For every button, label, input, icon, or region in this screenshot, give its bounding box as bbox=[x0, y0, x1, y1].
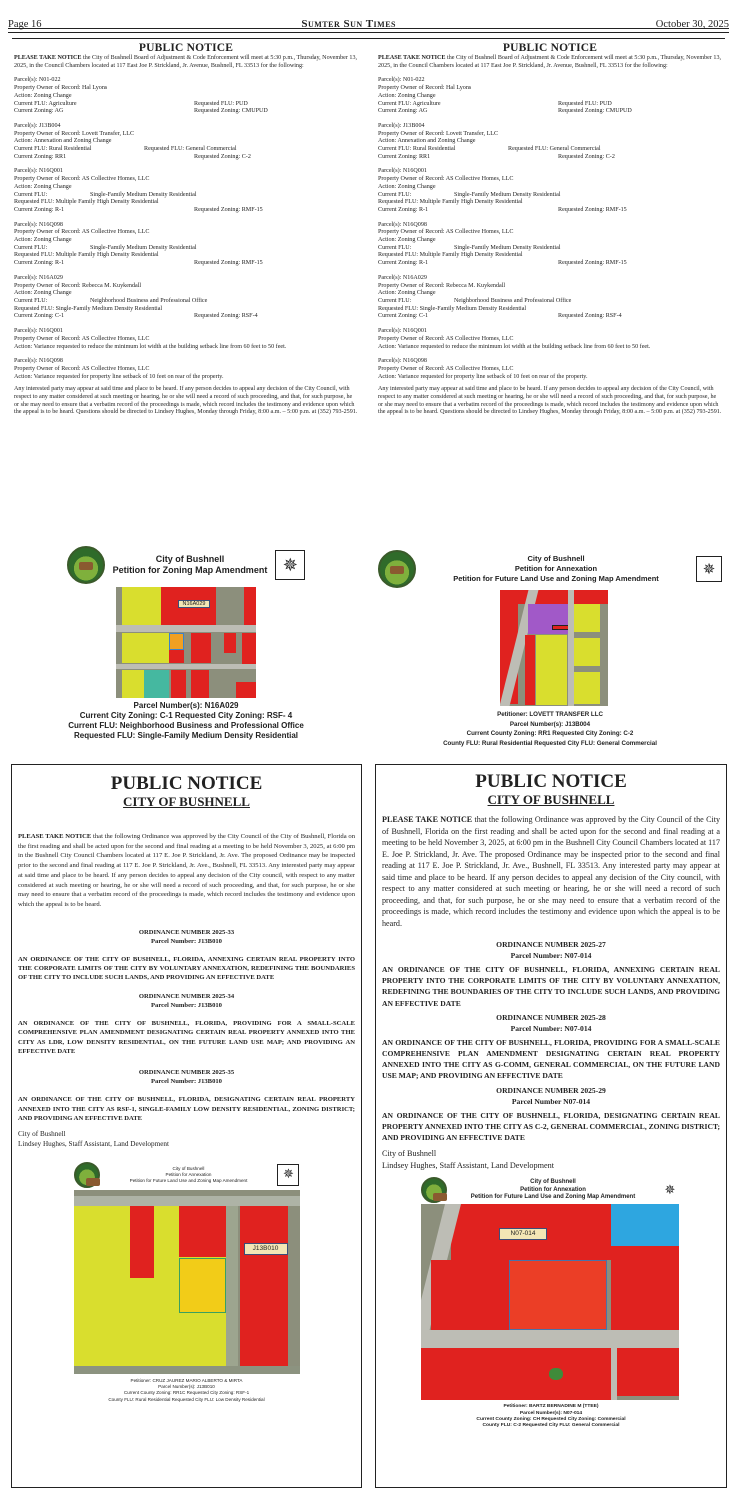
signoff-name: Lindsey Hughes, Staff Assistant, Land Development bbox=[382, 1160, 554, 1170]
notice-intro bbox=[14, 55, 358, 70]
parcel-action: Action: Zoning Change bbox=[14, 92, 72, 99]
ordinance-text: AN ORDINANCE OF THE CITY OF BUSHNELL, FLORIDA, PROVIDING FOR A SMALL-SCALE COMPREHENSIVE PLAN AMENDMENT DESIGNATING CERTAIN REAL PROPERTY ANNEXED INTO THE CITY AS LDR, LOW DENSITY RESIDENTIAL, ON THE FUTURE LAND USE MAP; AND PROVIDING AN EFFECTIVE DATE bbox=[18, 1019, 355, 1056]
ordinance-notice-content bbox=[376, 765, 726, 1429]
ordinance-header bbox=[382, 1012, 720, 1034]
parcel-action: Action: Variance requested for property line setback of 10 feet on rear of the property. bbox=[378, 373, 588, 380]
parcel-entry bbox=[14, 77, 358, 116]
current-flu-label: Current FLU: bbox=[14, 297, 48, 304]
map-title-line: Petition for Future Land Use and Zoning Map Amendment bbox=[470, 1193, 636, 1200]
caption-line: Current County Zoning: RR1 Requested City Zoning: C-2 bbox=[466, 730, 634, 737]
intro-text: that the following Ordinance was approved by the City Council of the City of Bushnell, Florida on the first reading and shall be acted upon for the second and final reading at a meeting to be held November 3, 2025, at 6:00 pm in the Bushnell City Council Chambers located at 117 E. Joe P. Strickland, Jr. Ave. The proposed Ordinance may be inspected prior to the second and final reading at 117 E. Joe P. Strickland, Jr. Ave., Bushnell, FL 33513. Any interested party may appear at said time and place to be heard. If any person decides to appeal any decision of the City council, with respect to any matter considered at such meeting or hearing, he or she will need a record of such proceeding, and that, for such purpose, he or she may need to ensure that a verbatim record of the proceedings is made, which record includes the testimony and evidence upon which the appeal is to be heard. bbox=[18, 833, 355, 908]
current-flu-value: Single-Family Medium Density Residential bbox=[454, 244, 561, 251]
caption-line: Current County Zoning: CH Requested City Zoning: Commercial bbox=[476, 1416, 626, 1422]
parcel-entry bbox=[14, 328, 358, 351]
current-zoning: Current Zoning: R-1 bbox=[14, 260, 65, 267]
intro-text: the City of Bushnell Board of Adjustment & Code Enforcement will meet at 5:30 p.m., Thursday, November 13, 2025, in the Council Chambers located at 117 East Joe P. Strickland, Jr. Avenue, Bushnell, FL 33513 for the following: bbox=[378, 55, 722, 69]
parcel-id: Parcel(s): N16Q001 bbox=[378, 328, 427, 335]
parcel-id: Parcel(s): N16A029 bbox=[378, 274, 427, 281]
requested-flu: Requested FLU: Multiple Family High Density Residential bbox=[14, 252, 159, 259]
city-seal-icon bbox=[421, 1177, 447, 1203]
map-title-line: City of Bushnell bbox=[155, 554, 225, 564]
parcel-action: Action: Zoning Change bbox=[378, 183, 436, 190]
current-flu-value: Neighborhood Business and Professional Office bbox=[90, 297, 208, 304]
caption-line: Petitioner: LOVETT TRANSFER LLC bbox=[497, 711, 603, 718]
map-caption bbox=[378, 710, 722, 748]
parcel-action: Action: Zoning Change bbox=[378, 237, 436, 244]
parcel-owner: Property Owner of Record: AS Collective Homes, LLC bbox=[14, 365, 150, 372]
masthead-rule bbox=[8, 32, 729, 33]
parcel-entry bbox=[14, 123, 358, 162]
ordinance-text: AN ORDINANCE OF THE CITY OF BUSHNELL, FLORIDA, PROVIDING FOR A SMALL-SCALE COMPREHENSIVE PLAN AMENDMENT DESIGNATING CERTAIN REAL PROPERTY ANNEXED INTO THE CITY AS G-COMM, GENERAL COMMERCIAL, ON THE FUTURE LAND USE MAP; AND PROVIDING AN EFFECTIVE DATE bbox=[382, 1037, 720, 1081]
map-title-line: City of Bushnell bbox=[527, 554, 585, 563]
ordinance-parcel: Parcel Number: N07-014 bbox=[510, 951, 592, 960]
parcel-action: Action: Zoning Change bbox=[14, 237, 72, 244]
parcel-id: Parcel(s): J13B004 bbox=[14, 122, 61, 129]
parcel-id: Parcel(s): N16Q001 bbox=[14, 168, 63, 175]
requested-zoning: Requested Zoning: CMUPUD bbox=[194, 108, 268, 115]
intro-bold: PLEASE TAKE NOTICE bbox=[18, 833, 92, 840]
annexation-map-figure-n07-014 bbox=[421, 1177, 681, 1429]
parcel-entry bbox=[378, 328, 722, 351]
requested-zoning: Requested Zoning: RMF-15 bbox=[194, 260, 263, 267]
parcel-entry bbox=[378, 358, 722, 381]
caption-line: Petitioner: CRUZ JAUREZ MARIO ALBERTO & MIRTA bbox=[130, 1377, 243, 1383]
caption-line: County FLU: Rural Residential Requested City FLU: General Commercial bbox=[443, 739, 657, 747]
current-zoning: Current Zoning: C-1 bbox=[14, 313, 65, 320]
map-title bbox=[113, 554, 268, 576]
zoning-map-figure-n16a029 bbox=[14, 546, 358, 741]
ordinance-notice-left bbox=[11, 764, 362, 1488]
current-flu: Current FLU: Agriculture bbox=[14, 100, 77, 107]
ordinance-notice-right bbox=[375, 764, 727, 1488]
intro-bold: PLEASE TAKE NOTICE bbox=[382, 815, 473, 824]
signoff-org: City of Bushnell bbox=[18, 1129, 66, 1138]
parcel-id: Parcel(s): N16Q098 bbox=[378, 221, 427, 228]
requested-flu: Requested FLU: General Commercial bbox=[144, 146, 237, 153]
map-title bbox=[471, 1179, 635, 1201]
parcel-entry bbox=[14, 358, 358, 381]
parcel-entry bbox=[14, 222, 358, 268]
notice-title: PUBLIC NOTICE bbox=[138, 42, 234, 54]
caption-line: County FLU: Rural Residential Requested City FLU: Low Density Residential bbox=[108, 1396, 265, 1402]
city-seal-icon bbox=[378, 550, 416, 588]
current-zoning: Current Zoning: C-1 bbox=[378, 313, 429, 320]
ordinance-number: ORDINANCE NUMBER 2025-29 bbox=[496, 1085, 606, 1095]
city-seal-icon bbox=[74, 1162, 100, 1188]
current-flu: Current FLU: Rural Residential bbox=[378, 146, 456, 153]
ordinance-number: ORDINANCE NUMBER 2025-33 bbox=[138, 928, 235, 936]
current-flu-value: Neighborhood Business and Professional Office bbox=[454, 297, 572, 304]
ordinance-text: AN ORDINANCE OF THE CITY OF BUSHNELL, FLORIDA, ANNEXING CERTAIN REAL PROPERTY INTO THE CORPORATE LIMITS OF THE CITY BY VOLUNTARY ANNEXATION, REDEFINING THE BOUNDARIES OF THE CITY TO INCLUDE SUCH LANDS, AND PROVIDING AN EFFECTIVE DATE bbox=[382, 965, 720, 1008]
map-title-line: Petition for Zoning Map Amendment bbox=[112, 565, 268, 575]
parcel-action: Action: Variance requested for property line setback of 10 feet on rear of the property. bbox=[14, 373, 224, 380]
parcel-id: Parcel(s): N01-022 bbox=[14, 77, 61, 84]
map-caption bbox=[74, 1378, 300, 1403]
notice-subtitle: CITY OF BUSHNELL bbox=[123, 794, 250, 809]
ordinance-number: ORDINANCE NUMBER 2025-27 bbox=[496, 940, 606, 949]
ordinance-number: ORDINANCE NUMBER 2025-34 bbox=[138, 992, 235, 1000]
ordinance-parcel: Parcel Number: J13B010 bbox=[151, 937, 222, 945]
parcel-action: Action: Annexation and Zoning Change bbox=[14, 138, 112, 145]
caption-line: Parcel Number(s): J13B004 bbox=[509, 720, 591, 728]
map-header bbox=[421, 1177, 681, 1203]
caption-line: Parcel Number(s): N07-014 bbox=[519, 1410, 583, 1416]
signoff bbox=[18, 1129, 355, 1150]
parcel-entry bbox=[378, 123, 722, 162]
zoning-map-image bbox=[74, 1190, 300, 1374]
compass-rose-icon: ✵ bbox=[277, 1164, 299, 1186]
zoning-map-image bbox=[500, 590, 608, 706]
signoff bbox=[382, 1148, 720, 1171]
parcel-owner: Property Owner of Record: Lovett Transfer, LLC bbox=[378, 130, 499, 137]
page-number: Page 16 bbox=[8, 19, 42, 30]
parcel-entry bbox=[378, 222, 722, 268]
ordinance-header bbox=[18, 992, 355, 1010]
parcel-owner: Property Owner of Record: Lovett Transfer, LLC bbox=[14, 130, 135, 137]
requested-zoning: Requested Zoning: C-2 bbox=[558, 153, 615, 160]
notice-subtitle: CITY OF BUSHNELL bbox=[487, 792, 615, 807]
map-header bbox=[14, 546, 358, 584]
annexation-map-figure-j13b004 bbox=[378, 550, 722, 748]
notice-closing: Any interested party may appear at said time and place to be heard. If any person decides to appeal any decision of the City Council, with respect to any matter considered at such meeting or hearing, he or she will need a record of such proceeding, and that, for such purpose, he or she may need to ensure that a verbatim record of the proceedings is made, which record includes the testimony and evidence upon which the appeal is to be heard. Questions should be directed to Lindsey Hughes, Monday through Friday, 8:00 a.m. – 5:00 p.m. at (352) 793-2591. bbox=[14, 386, 358, 416]
parcel-action: Action: Zoning Change bbox=[378, 92, 436, 99]
parcel-id: Parcel(s): N16Q001 bbox=[378, 168, 427, 175]
ordinance-text: AN ORDINANCE OF THE CITY OF BUSHNELL, FLORIDA, ANNEXING CERTAIN REAL PROPERTY INTO THE CORPORATE LIMITS OF THE CITY BY VOLUNTARY ANNEXATION, REDEFINING THE BOUNDARIES OF THE CITY TO INCLUDE SUCH LANDS, AND PROVIDING AN EFFECTIVE DATE bbox=[18, 955, 355, 982]
parcel-owner: Property Owner of Record: AS Collective Homes, LLC bbox=[378, 229, 514, 236]
caption-line: Requested FLU: Single-Family Medium Density Residential bbox=[73, 731, 299, 740]
map-title bbox=[130, 1166, 248, 1184]
requested-flu: Requested FLU: General Commercial bbox=[508, 146, 601, 153]
parcel-entry bbox=[14, 168, 358, 214]
requested-zoning: Requested Zoning: C-2 bbox=[194, 153, 251, 160]
current-zoning: Current Zoning: R-1 bbox=[378, 206, 429, 213]
parcel-action: Action: Variance requested to reduce the minimum lot width at the building setback line from 60 feet to 50 feet. bbox=[378, 343, 651, 350]
parcel-owner: Property Owner of Record: AS Collective Homes, LLC bbox=[14, 229, 150, 236]
ordinance-text: AN ORDINANCE OF THE CITY OF BUSHNELL, FLORIDA, DESIGNATING CERTAIN REAL PROPERTY ANNEXED INTO THE CITY AS RSF-1, SINGLE-FAMILY LOW DENSITY RESIDENTIAL, ZONING DISTRICT; AND PROVIDING AN EFFECTIVE DATE bbox=[18, 1096, 355, 1123]
requested-zoning: Requested Zoning: CMUPUD bbox=[558, 108, 632, 115]
current-flu-label: Current FLU: bbox=[14, 191, 48, 198]
caption-line: Petitioner: BARTZ BERNADINE M (TTEE) bbox=[503, 1404, 599, 1410]
requested-flu: Requested FLU: PUD bbox=[558, 100, 612, 107]
requested-zoning: Requested Zoning: RSF-4 bbox=[194, 313, 258, 320]
map-header bbox=[378, 550, 722, 588]
parcel-callout: J13B010 bbox=[244, 1243, 288, 1255]
current-flu: Current FLU: Agriculture bbox=[378, 100, 441, 107]
compass-rose-icon: ✵ bbox=[696, 556, 722, 582]
parcel-id: Parcel(s): N16Q098 bbox=[14, 358, 63, 365]
parcel-owner: Property Owner of Record: AS Collective Homes, LLC bbox=[378, 335, 514, 342]
requested-flu: Requested FLU: Multiple Family High Density Residential bbox=[378, 252, 523, 259]
parcel-action: Action: Zoning Change bbox=[14, 290, 72, 297]
requested-zoning: Requested Zoning: RMF-15 bbox=[194, 206, 263, 213]
parcel-entry bbox=[14, 275, 358, 321]
map-title bbox=[453, 554, 659, 584]
parcel-owner: Property Owner of Record: AS Collective Homes, LLC bbox=[14, 176, 150, 183]
current-zoning: Current Zoning: AG bbox=[378, 108, 428, 115]
newspaper-name: Sumter Sun Times bbox=[301, 18, 396, 30]
map-title-line: Petition for Annexation bbox=[165, 1171, 212, 1177]
compass-rose-icon: ✵ bbox=[664, 1182, 676, 1198]
map-caption bbox=[421, 1404, 681, 1429]
section-rule bbox=[12, 38, 725, 39]
notice-intro bbox=[382, 814, 720, 929]
parcel-callout: N16A029 bbox=[178, 600, 210, 608]
current-flu-label: Current FLU: bbox=[378, 297, 412, 304]
ordinance-text: AN ORDINANCE OF THE CITY OF BUSHNELL, FLORIDA, DESIGNATING CERTAIN REAL PROPERTY ANNEXED INTO THE CITY AS C-2, GENERAL COMMERCIAL, ZONING DISTRICT; AND PROVIDING AN EFFECTIVE DATE bbox=[382, 1110, 720, 1143]
map-title-line: Petition for Annexation bbox=[520, 1186, 586, 1193]
current-flu-label: Current FLU: bbox=[378, 244, 412, 251]
compass-rose-icon: ✵ bbox=[275, 550, 305, 580]
ordinance-parcel: Parcel Number: N07-014 bbox=[510, 1023, 592, 1033]
ordinance-header bbox=[382, 1085, 720, 1107]
intro-bold: PLEASE TAKE NOTICE bbox=[14, 55, 82, 61]
current-zoning: Current Zoning: RR1 bbox=[14, 153, 67, 160]
parcel-id: Parcel(s): N01-022 bbox=[378, 77, 425, 84]
parcel-owner: Property Owner of Record: AS Collective Homes, LLC bbox=[378, 176, 514, 183]
ordinance-header bbox=[382, 939, 720, 961]
caption-line: Parcel Number(s): N16A029 bbox=[133, 701, 239, 710]
notice-closing: Any interested party may appear at said time and place to be heard. If any person decides to appeal any decision of the City Council, with respect to any matter considered at such meeting or hearing, he or she will need a record of such proceeding, and that, for such purpose, he or she may need to ensure that a verbatim record of the proceedings is made, which record includes the testimony and evidence upon which the appeal is to be heard. Questions should be directed to Lindsey Hughes, Monday through Friday, 8:00 a.m. – 5:00 p.m. at (352) 793-2591. bbox=[378, 386, 722, 416]
map-title-line: City of Bushnell bbox=[530, 1179, 576, 1186]
parcel-owner: Property Owner of Record: AS Collective Homes, LLC bbox=[14, 335, 150, 342]
parcel-owner: Property Owner of Record: Hal Lyons bbox=[14, 85, 108, 92]
parcel-action: Action: Variance requested to reduce the minimum lot width at the building setback line from 60 feet to 50 feet. bbox=[14, 343, 287, 350]
requested-flu: Requested FLU: Multiple Family High Density Residential bbox=[14, 199, 159, 206]
current-zoning: Current Zoning: RR1 bbox=[378, 153, 431, 160]
ordinance-number: ORDINANCE NUMBER 2025-28 bbox=[496, 1012, 606, 1022]
ordinance-header bbox=[18, 928, 355, 946]
ordinance-number: ORDINANCE NUMBER 2025-35 bbox=[138, 1069, 235, 1077]
map-title-line: Petition for Annexation bbox=[514, 564, 598, 573]
parcel-owner: Property Owner of Record: Hal Lyons bbox=[378, 85, 472, 92]
issue-date: October 30, 2025 bbox=[655, 19, 729, 30]
masthead-rule bbox=[8, 28, 729, 29]
ordinance-header bbox=[18, 1068, 355, 1086]
intro-text: the City of Bushnell Board of Adjustment & Code Enforcement will meet at 5:30 p.m., Thursday, November 13, 2025, in the Council Chambers located at 117 East Joe P. Strickland, Jr. Avenue, Bushnell, FL 33513 for the following: bbox=[14, 55, 358, 69]
current-flu-label: Current FLU: bbox=[378, 191, 412, 198]
caption-line: Current FLU: Neighborhood Business and Professional Office bbox=[68, 721, 304, 730]
parcel-id: Parcel(s): N16A029 bbox=[14, 274, 63, 281]
annexation-map-figure-j13b010 bbox=[74, 1162, 300, 1403]
parcel-id: Parcel(s): N16Q098 bbox=[14, 221, 63, 228]
zoning-map-image bbox=[116, 587, 256, 698]
ordinance-parcel: Parcel Number: J13B010 bbox=[151, 1001, 222, 1009]
current-zoning: Current Zoning: AG bbox=[14, 108, 64, 115]
map-header bbox=[74, 1162, 300, 1188]
parcel-owner: Property Owner of Record: AS Collective Homes, LLC bbox=[378, 365, 514, 372]
parcel-action: Action: Zoning Change bbox=[14, 183, 72, 190]
requested-flu: Requested FLU: Single-Family Medium Density Residential bbox=[378, 305, 527, 312]
current-zoning: Current Zoning: R-1 bbox=[14, 206, 65, 213]
masthead bbox=[8, 10, 729, 30]
parcel-entry bbox=[378, 275, 722, 321]
requested-flu: Requested FLU: Multiple Family High Density Residential bbox=[378, 199, 523, 206]
parcel-action: Action: Zoning Change bbox=[378, 290, 436, 297]
current-flu-value: Single-Family Medium Density Residential bbox=[454, 191, 561, 198]
map-caption bbox=[14, 701, 358, 741]
current-flu-label: Current FLU: bbox=[14, 244, 48, 251]
caption-line: County FLU: C-2 Requested City FLU: General Commercial bbox=[482, 1423, 620, 1429]
caption-line: Current County Zoning: RR1C Requested City Zoning: RSF-1 bbox=[123, 1390, 250, 1396]
notice-title: PUBLIC NOTICE bbox=[502, 42, 598, 54]
current-flu-value: Single-Family Medium Density Residential bbox=[90, 191, 197, 198]
parcel-action: Action: Annexation and Zoning Change bbox=[378, 138, 476, 145]
map-title-line: City of Bushnell bbox=[172, 1165, 205, 1171]
notice-title: PUBLIC NOTICE bbox=[110, 773, 263, 794]
city-seal-icon bbox=[67, 546, 105, 584]
parcel-entry bbox=[378, 77, 722, 116]
ordinance-parcel: Parcel Number: J13B010 bbox=[151, 1078, 222, 1086]
map-title-line: Petition for Future Land Use and Zoning Map Amendment bbox=[129, 1177, 248, 1183]
parcel-callout: N07-014 bbox=[499, 1228, 547, 1240]
zoning-map-image bbox=[421, 1204, 679, 1400]
parcel-id: Parcel(s): N16Q001 bbox=[14, 328, 63, 335]
signoff-org: City of Bushnell bbox=[382, 1149, 437, 1159]
ordinance-parcel: Parcel Number N07-014 bbox=[511, 1096, 591, 1106]
notice-title: PUBLIC NOTICE bbox=[475, 771, 627, 792]
parcel-owner: Property Owner of Record: Rebecca M. Kuykendall bbox=[14, 282, 142, 289]
caption-line: Current City Zoning: C-1 Requested City Zoning: RSF- 4 bbox=[79, 711, 293, 720]
requested-flu: Requested FLU: PUD bbox=[194, 100, 248, 107]
parcel-entry bbox=[378, 168, 722, 214]
requested-zoning: Requested Zoning: RMF-15 bbox=[558, 206, 627, 213]
notice-intro bbox=[18, 832, 355, 910]
current-flu-value: Single-Family Medium Density Residential bbox=[90, 244, 197, 251]
board-notice-right bbox=[378, 42, 722, 417]
signoff-name: Lindsey Hughes, Staff Assistant, Land Development bbox=[18, 1140, 169, 1149]
map-title-line: Petition for Future Land Use and Zoning Map Amendment bbox=[453, 574, 659, 583]
board-notice-left bbox=[14, 42, 358, 417]
parcel-owner: Property Owner of Record: Rebecca M. Kuykendall bbox=[378, 282, 506, 289]
caption-line: Parcel Number(s): J13B010 bbox=[158, 1383, 215, 1389]
current-zoning: Current Zoning: R-1 bbox=[378, 260, 429, 267]
intro-text: that the following Ordinance was approved by the City Council of the City of Bushnell, Florida on the first reading and shall be acted upon for the second and final reading at a meeting to be held November 3, 2025, at 6:00 pm in the Bushnell City Council Chambers located at 117 E. Joe P. Strickland, Jr. Ave. The proposed Ordinance may be inspected prior to the second and final reading at 117 E. Joe P. Strickland, Jr. Ave., Bushnell, FL 33513. Any interested party may appear at said time and place to be heard. If any person decides to appeal any decision of the City council, with respect to any matter considered at such meeting or hearing, he or she will need a record of such proceeding, and that, for such purpose, he or she may need to ensure that a verbatim record of the proceedings is made, which record includes the testimony and evidence upon which the appeal is to be heard. bbox=[382, 815, 721, 928]
current-flu: Current FLU: Rural Residential bbox=[14, 146, 92, 153]
requested-zoning: Requested Zoning: RSF-4 bbox=[558, 313, 622, 320]
requested-flu: Requested FLU: Single-Family Medium Density Residential bbox=[14, 305, 163, 312]
intro-bold: PLEASE TAKE NOTICE bbox=[378, 55, 446, 61]
ordinance-notice-content bbox=[12, 765, 361, 1403]
notice-intro bbox=[378, 55, 722, 70]
requested-zoning: Requested Zoning: RMF-15 bbox=[558, 260, 627, 267]
parcel-id: Parcel(s): J13B004 bbox=[378, 122, 425, 129]
parcel-id: Parcel(s): N16Q098 bbox=[378, 358, 427, 365]
